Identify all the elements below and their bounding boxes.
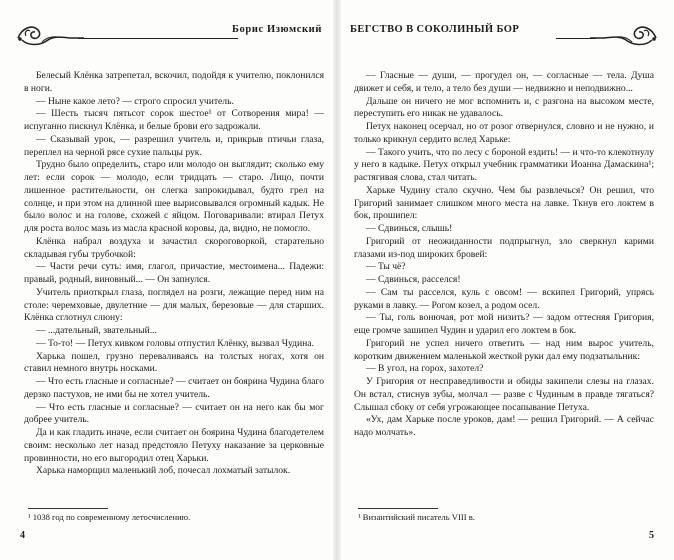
paragraph: Харька наморщил маленький лоб, почесал лохматый затылок. [36,465,291,477]
right-page [344,0,660,560]
paragraph: — В угол, на горох, захотел? [366,363,484,375]
paragraph: Григорий не успел ничего ответить — над ним вырос учитель, коротким движением маленькой жесткой руки дал ему подзатыльник: [354,337,654,362]
paragraph: — Ныне какое лето? — строго спросил учитель. [36,95,234,107]
paragraph: — То-то! — Петух кивком головы отпустил Клёнку, вызвал Чудина. [36,337,314,349]
ornament-scroll-icon [590,20,660,50]
footnote-rule [358,508,438,509]
paragraph: У Григория от несправедливости и обиды закипели слезы на глазах. Он встал, стиснув зубы, молчал — разве с Чудиным в правде тягаться? Слышал сбоку от себя угрожающее посапывание Петуха. [354,376,654,413]
paragraph: Дальше он ничего не мог вспомнить и, с разгона на высоком месте, переступить его никак не удавалось. [354,95,654,120]
page-number: 4 [20,530,25,541]
paragraph: — Ты, голь вонючая, рот мой низить? — задом оттесняя Григория, еще громче зашипел Чудин и ударил его локтем в бок. [354,312,654,336]
paragraph: — Такого учить, что по лесу с бороной ездить! — и что-то клекотнулу у него в кадыке. Петух открыл учебник грамматики Иоанна Дамаскина¹; растягивая слова, стал читать. [354,146,654,183]
paragraph: Харьке Чудину стало скучно. Чем бы развлечься? Он решил, что Григорий занимает слишком много места на лавке. Ткнув его локтем в бок, прошипел: [354,184,654,222]
paragraph: Петух наконец осерчал, но от розог отвернулся, словно и не нужно, и только крикнул сердито вслед Харьке: [354,121,654,145]
paragraph: — Шесть тысяч пятьсот сорок шестое¹ от Сотворения мира! — испуганно пискнул Клёнка, и белые брови его задрожали. [24,108,324,132]
left-page [14,0,330,560]
right-page-text [354,70,654,440]
header-rule [78,38,238,39]
footnote: ¹ Византийский писатель VIII в. [358,512,475,522]
paragraph: — Сдвинься, слышь! [366,223,453,234]
paragraph: — Что есть гласные и согласные? — считает он на него как бы мог добрее учитель. [24,401,324,426]
left-running-header [14,20,330,50]
right-running-header [344,20,660,50]
footnote: ¹ 1038 год по современному летосчислению. [28,512,191,522]
footnote-rule [28,508,108,509]
paragraph: Учитель приоткрыл глаза, поглядел на розги, лежащие перед ним на столе: черемховые, двулетние — для малых, березовые — для старших. Клёнка сглотнул слюну: [24,286,324,324]
paragraph: — Ты чё? [366,261,406,273]
left-page-text [24,70,324,478]
paragraph: Клёнка набрал воздуха и зачастил скороговоркой, старательно складывая губы трубочкой: [24,235,324,260]
paragraph: Григорий от неожиданности подпрыгнул, зло сверкнул карими глазами из-под широких бровей: [354,235,654,260]
book-gutter [333,0,341,560]
ornament-scroll-icon [14,20,84,50]
paragraph: Харька пошел, грузно переваливаясь на толстых ногах, хотя он ставил немного внутрь носками. [24,350,324,375]
paragraph: — Сам ты расселся, куль с овсом! — вскипел Григорий, упрясь руками в лавку. — Рогом козел, а родом осел. [354,286,654,311]
paragraph: — Сдвинься, расселся! [366,274,461,285]
paragraph: «Ух, дам Харьке после уроков, дам! — решил Григорий. — А сейчас надо молчать». [354,414,654,438]
paragraph: Да и как гладить иначе, если считает он боярина Чудина благодетелем своим: несколько лет назад предстояло Петуху наказание за церковные провинности, но его выгородил отец Харьки. [24,427,324,464]
paragraph: — Гласные — души, — прогудел он, — согласные — тела. Душа движет и себя, и тело, а тело без души — недвижно и неподвижно... [354,70,654,94]
running-head-title: БЕГСТВО В СОКОЛИНЫЙ БОР [350,24,520,35]
paragraph: — Что есть гласные и согласные? — считает он боярина Чудина благо дерзко пастухов, не ими бы не хотел учитель. [24,376,324,400]
paragraph: Белесый Клёнка затрепетал, вскочил, подойдя к учителю, поклонился в ноги. [24,70,324,94]
running-head-author: Борис Изюмский [231,24,322,35]
paragraph: Трудно было определить, старо или молодо он выглядит; сколько ему лет: если сорок — молодо, если тридцать — старо. Лицо, почти лишенное растительности, он слегка запрокидывал, будто грел на солнце, и при этом на длинной шее вырисовывался огромный кадык. Не было волос и на голове, схожей с яйцом. Поговаривали: втирал Петух для роста волос мазь из масла красной коровы, да, видно, не помогло. [24,159,324,234]
page-number: 5 [649,530,654,541]
paragraph: — Части речи суть: имя, глагол, причастие, местоимена... Падежи: правый, родный, виновный... — Он запнулся. [24,261,324,285]
paragraph: — ...дательный, звательный... [36,325,157,336]
paragraph: — Сказывай урок, — разрешил учитель и, прикрыв птичьи глаза, переплел на черной рясе сухие пальцы рук. [24,133,324,158]
